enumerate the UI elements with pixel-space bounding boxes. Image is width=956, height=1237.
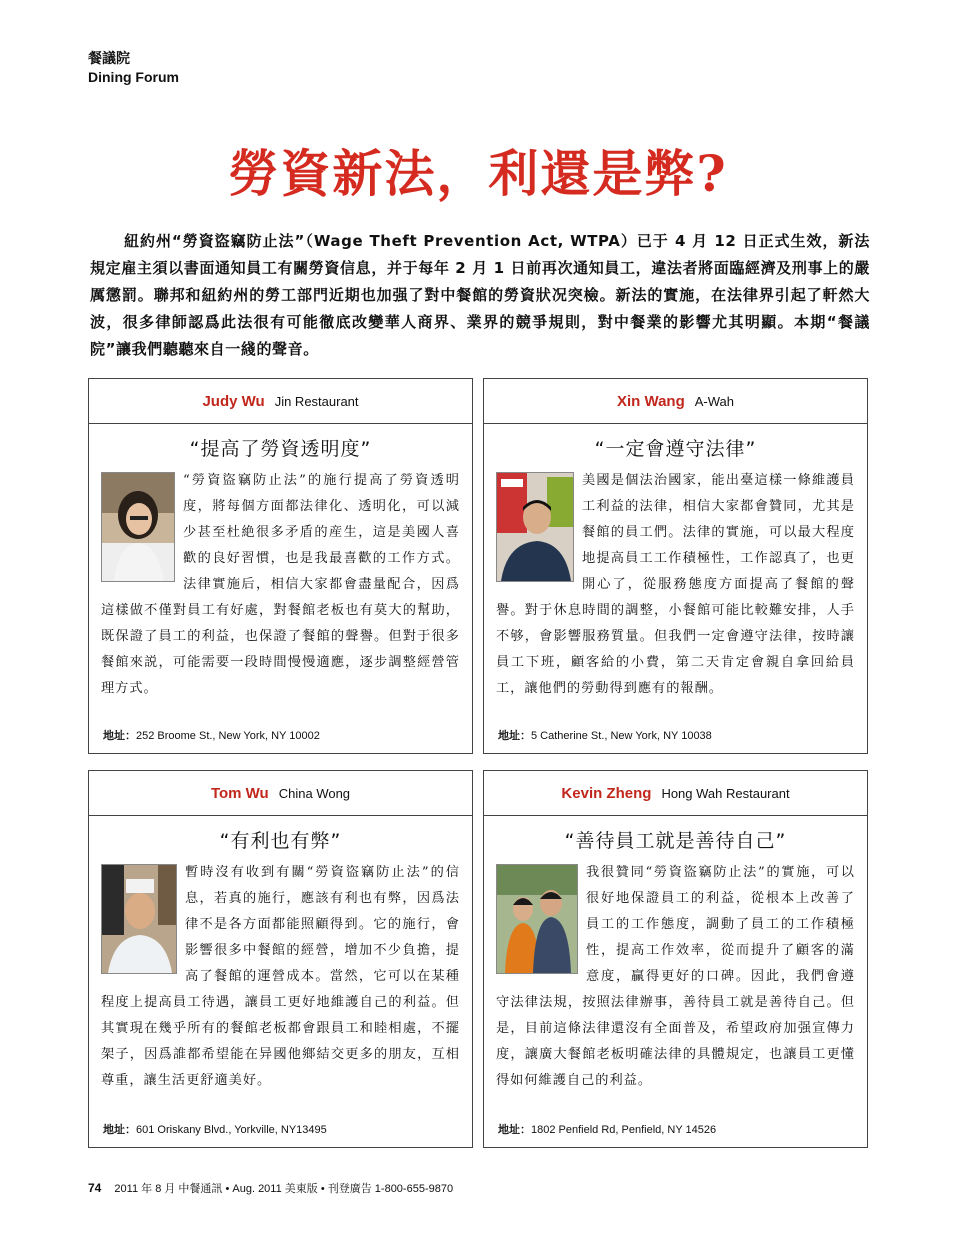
box-quote: “善待員工就是善待自己” <box>564 830 787 852</box>
article-title: 勞資新法，利還是弊? <box>228 144 728 203</box>
page-number: 74 <box>88 1181 102 1195</box>
address-label: 地址： <box>498 1123 531 1136</box>
box-body-text: “勞資盜竊防止法”的施行提高了勞資透明度，將每個方面都法律化、透明化，可以減少甚至杜絶很多矛盾的産生，這是美國人喜歡的良好習慣，也是我最喜歡的工作方式。法律實施后，相信大家都會盡量配合，因爲這樣做不僅對員工有好處，對餐館老板也有莫大的幫助，既保證了員工的利益，也保證了餐館的聲譽。但對于很多餐館來説，可能需要一段時間慢慢適應，逐步調整經營管理方式。 <box>101 473 460 696</box>
restaurant-name: Hong Wah Restaurant <box>661 785 790 801</box>
address-label: 地址： <box>103 729 136 742</box>
interview-box-kevin-zheng <box>483 770 868 1148</box>
address <box>498 727 712 743</box>
box-quote: “提高了勞資透明度” <box>189 438 372 460</box>
interviewee-name: Xin Wang <box>616 392 685 410</box>
portrait-photo <box>496 864 578 974</box>
box-body <box>496 860 855 1094</box>
address-text: 5 Catherine St., New York, NY 10038 <box>531 730 712 742</box>
section-header <box>88 50 179 86</box>
address <box>498 1121 716 1137</box>
box-header <box>484 771 867 816</box>
portrait-photo <box>101 472 175 582</box>
interview-box-judy-wu <box>88 378 473 754</box>
box-header <box>89 379 472 424</box>
article-intro: 紐約州“勞資盜竊防止法”（Wage Theft Prevention Act, WTPA）已于 4 月 12 日正式生效，新法規定雇主須以書面通知員工有關勞資信息，并于每年 2 月 1 日前再次通知員工，違法者將面臨經濟及刑事上的嚴厲懲罰。聯邦和紐約州的勞工部門近期也加强了對中餐館的勞資狀况突檢。新法的實施，在法律界引起了軒然大波，很多律師認爲此法很有可能徹底改變華人商界、業界的競爭規則，對中餐業的影響尤其明顯。本期“餐議院”讓我們聽聽來自一綫的聲音。 <box>90 232 870 358</box>
portrait-photo <box>496 472 574 582</box>
interviewee-name: Judy Wu <box>202 392 265 410</box>
portrait-photo <box>101 864 177 974</box>
interviewee-name: Tom Wu <box>210 784 269 802</box>
box-header <box>484 379 867 424</box>
box-body <box>101 860 460 1094</box>
address-label: 地址： <box>498 729 531 742</box>
restaurant-name: A-Wah <box>694 393 735 409</box>
interview-box-tom-wu <box>88 770 473 1148</box>
interviewee-name: Kevin Zheng <box>561 784 652 802</box>
section-title-zh: 餐議院 <box>88 51 130 67</box>
box-header <box>89 771 472 816</box>
address <box>103 727 320 743</box>
box-quote: “一定會遵守法律” <box>594 438 757 460</box>
box-body <box>101 468 460 702</box>
box-body <box>496 468 855 702</box>
interview-box-xin-wang <box>483 378 868 754</box>
address-text: 1802 Penfield Rd, Penfield, NY 14526 <box>531 1124 717 1136</box>
address-text: 252 Broome St., New York, NY 10002 <box>136 730 320 742</box>
box-body-text: 美國是個法治國家，能出臺這樣一條維護員工利益的法律，相信大家都會贊同，尤其是餐館的員工們。法律的實施，可以最大程度地提高員工工作積極性，工作認真了，也更開心了，從服務態度方面提高了餐館的聲譽。對于休息時間的調整，小餐館可能比較難安排，人手不够，會影響服務質量。但我們一定會遵守法律，按時讓員工下班，顧客給的小費，第二天肯定會親自拿回給員工，讓他們的勞動得到應有的報酬。 <box>496 473 855 696</box>
restaurant-name: China Wong <box>278 785 351 801</box>
address-text: 601 Oriskany Blvd., Yorkville, NY13495 <box>136 1124 327 1136</box>
box-body-text: 我很贊同“勞資盜竊防止法”的實施，可以很好地保證員工的利益，從根本上改善了員工的工作態度，調動了員工的工作積極性，提高工作效率，從而提升了顧客的滿意度，贏得更好的口碑。因此，我們會遵守法律法規，按照法律辦事，善待員工就是善待自己。但是，目前這條法律還沒有全面普及，希望政府加强宣傳力度，讓廣大餐館老板明確法律的具體規定，也讓員工更懂得如何維護自己的利益。 <box>496 865 855 1088</box>
address-label: 地址： <box>103 1123 136 1136</box>
box-quote: “有利也有弊” <box>219 830 342 852</box>
box-body-text: 暫時沒有收到有關“勞資盜竊防止法”的信息，若真的施行，應該有利也有弊，因爲法律不是各方面都能照顧得到。它的施行，會影響很多中餐館的經營，增加不少負擔，提高了餐館的運營成本。當然，它可以在某種程度上提高員工待遇，讓員工更好地維護自己的利益。但其實現在幾乎所有的餐館老板都會跟員工和睦相處，不擺架子，因爲誰都希望能在异國他鄉結交更多的朋友，互相尊重，讓生活更舒適美好。 <box>101 865 460 1088</box>
page-footer <box>88 1180 453 1196</box>
section-title-en: Dining Forum <box>88 69 179 85</box>
address <box>103 1121 327 1137</box>
footer-text: 2011 年 8 月 中餐通訊 • Aug. 2011 美東版 • 刊登廣告 1-800-655-9870 <box>114 1183 454 1195</box>
restaurant-name: Jin Restaurant <box>274 393 359 409</box>
